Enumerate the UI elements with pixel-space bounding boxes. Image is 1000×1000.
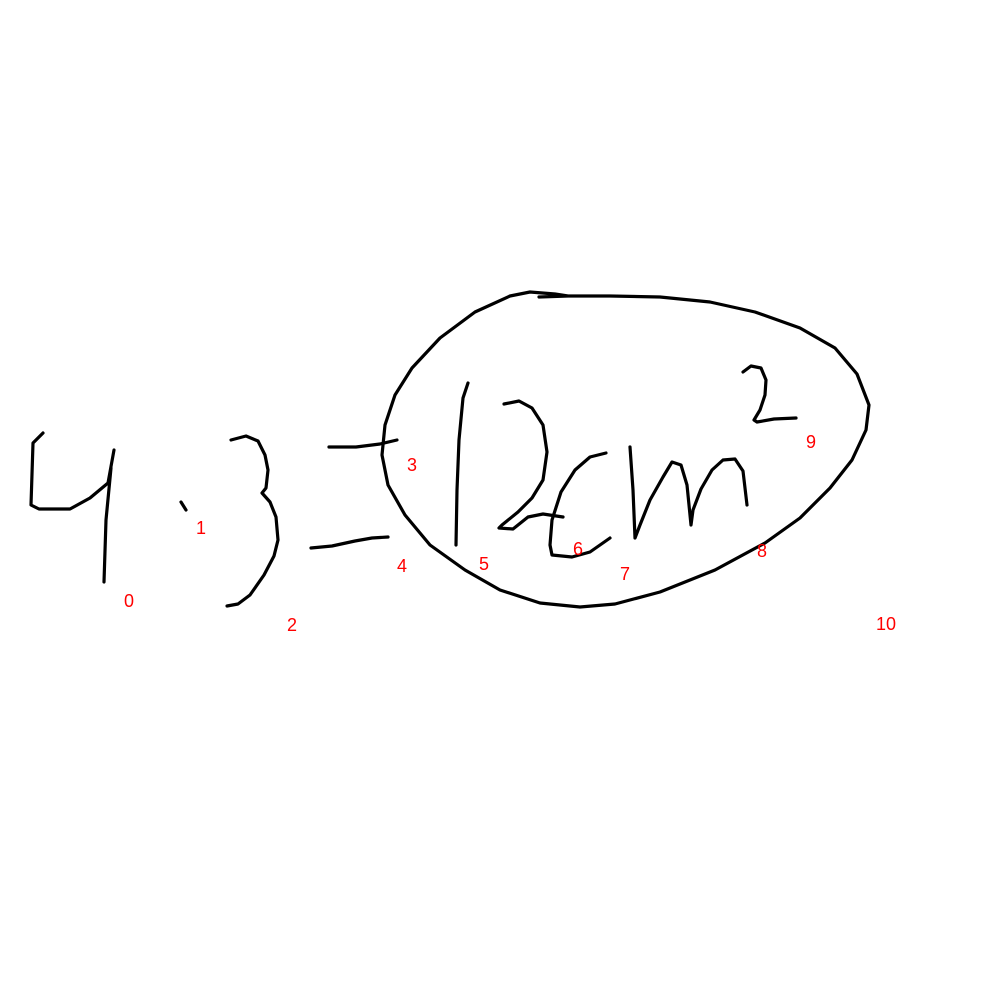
stroke-label-7: 7 [620,564,631,584]
stroke-label-9: 9 [806,432,817,452]
stroke-label-3: 3 [407,455,418,475]
stroke-label-2: 2 [287,615,298,635]
stroke-label-1: 1 [196,518,207,538]
stroke-label-6: 6 [573,539,584,559]
stroke-label-5: 5 [479,554,490,574]
stroke-label-0: 0 [124,591,135,611]
stroke-label-8: 8 [757,541,768,561]
stroke-label-10: 10 [876,614,897,634]
stroke-label-4: 4 [397,556,408,576]
